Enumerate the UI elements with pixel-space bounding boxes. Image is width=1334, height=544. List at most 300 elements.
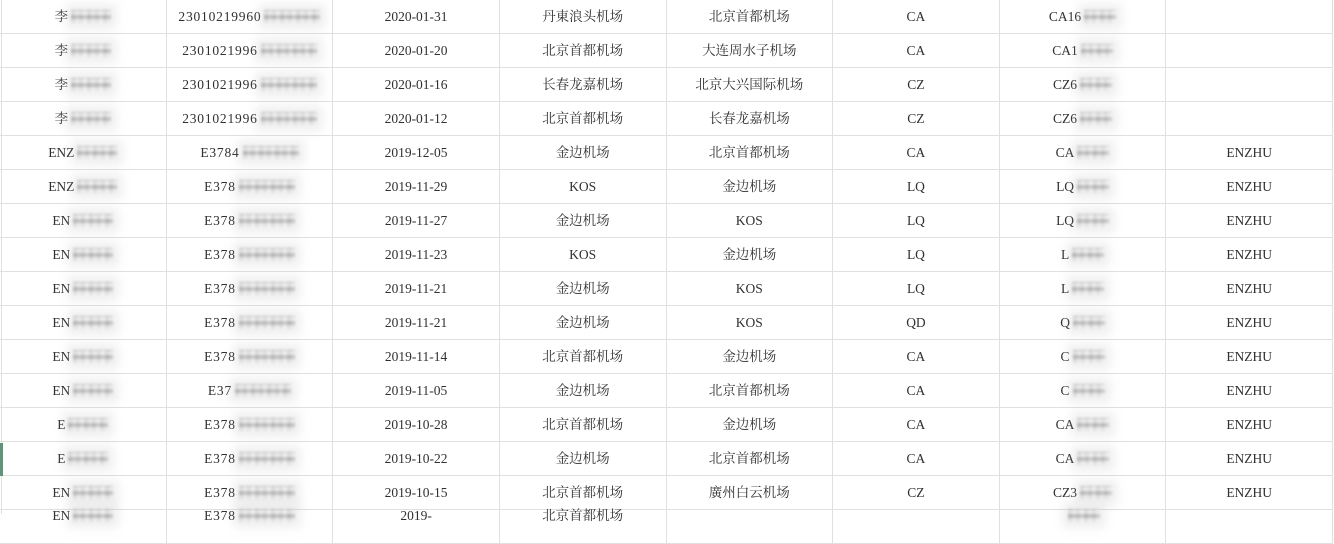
name-pixelation-mask: [71, 112, 111, 125]
id-number-text: E378: [204, 349, 236, 364]
cell-name[interactable]: [0, 442, 167, 475]
cell-flight-date[interactable]: [333, 136, 500, 169]
table-row[interactable]: [0, 306, 1333, 340]
flight-number-pixelation-mask: [1080, 78, 1112, 91]
flight-number-pixelation-mask: [1073, 350, 1105, 363]
airline-code-text: CA: [906, 383, 926, 398]
airline-code-text: LQ: [906, 213, 925, 228]
cell-flight-date[interactable]: [333, 102, 500, 135]
cell-airline-code[interactable]: [833, 442, 1000, 475]
departure-airport-text: 北京首都机场: [542, 417, 624, 432]
name-pixelation-mask: [73, 316, 113, 329]
flight-number-text: CA1: [1052, 43, 1078, 58]
cell-flight-date[interactable]: [333, 204, 500, 237]
arrival-airport-text: 廣州白云机场: [708, 485, 790, 500]
id-pixelation-mask: [239, 316, 295, 329]
departure-airport-text: 北京首都机场: [542, 111, 624, 126]
cell-arrival-airport[interactable]: [667, 476, 834, 509]
cell-departure-airport[interactable]: [500, 136, 667, 169]
cell-member-name[interactable]: [1166, 476, 1333, 509]
departure-airport-text: KOS: [569, 179, 597, 194]
departure-airport-text: 北京首都机场: [542, 349, 624, 364]
airline-code-text: LQ: [906, 179, 925, 194]
id-number-text: E37: [207, 383, 233, 398]
name-text: EN: [52, 315, 71, 330]
departure-airport-text: 金边机场: [555, 281, 610, 296]
table-row[interactable]: [0, 374, 1333, 408]
arrival-airport-text: 金边机场: [722, 179, 777, 194]
id-number-text: E378: [204, 179, 236, 194]
name-text: ENZ: [48, 179, 75, 194]
cell-departure-airport[interactable]: [500, 306, 667, 339]
cell-airline-code[interactable]: [833, 204, 1000, 237]
cell-member-name[interactable]: [1166, 306, 1333, 339]
cell-name[interactable]: [0, 510, 167, 543]
flight-number-text: CA: [1055, 451, 1075, 466]
name-text: 李: [54, 9, 69, 24]
cell-member-name[interactable]: [1166, 340, 1333, 373]
cell-airline-code[interactable]: [833, 0, 1000, 33]
cell-id-number[interactable]: [167, 476, 334, 509]
cell-arrival-airport[interactable]: [667, 408, 834, 441]
name-text: EN: [52, 247, 71, 262]
flight-number-text: LQ: [1056, 179, 1075, 194]
flight-number-pixelation-mask: [1080, 112, 1112, 125]
cell-name[interactable]: [0, 204, 167, 237]
table-row[interactable]: [0, 68, 1333, 102]
id-number-text: E378: [204, 485, 236, 500]
cell-airline-code[interactable]: [833, 340, 1000, 373]
departure-airport-text: KOS: [569, 247, 597, 262]
table-row[interactable]: [0, 476, 1333, 510]
name-pixelation-mask: [71, 44, 111, 57]
cell-airline-code[interactable]: [833, 34, 1000, 67]
cell-flight-number[interactable]: [1000, 340, 1167, 373]
airline-code-text: CZ: [907, 111, 925, 126]
table-left-border: [1, 0, 2, 514]
cell-flight-date[interactable]: [333, 374, 500, 407]
name-text: EN: [52, 349, 71, 364]
flight-number-text: C: [1060, 383, 1070, 398]
departure-airport-text: 北京首都机场: [542, 485, 624, 500]
name-text: E: [57, 417, 66, 432]
name-text: 李: [54, 43, 69, 58]
flight-number-pixelation-mask: [1073, 384, 1105, 397]
flight-date-text: 2019-: [400, 508, 432, 523]
arrival-airport-text: 金边机场: [722, 247, 777, 262]
airline-code-text: QD: [906, 315, 926, 330]
cell-flight-number[interactable]: [1000, 442, 1167, 475]
cell-arrival-airport[interactable]: [667, 170, 834, 203]
cell-departure-airport[interactable]: [500, 170, 667, 203]
table-row[interactable]: [0, 340, 1333, 374]
id-number-text: 2301021996: [182, 43, 258, 58]
member-name-text: ENZHU: [1226, 145, 1273, 160]
id-pixelation-mask: [239, 509, 295, 522]
arrival-airport-text: 长春龙嘉机场: [708, 111, 790, 126]
flight-number-pixelation-mask: [1077, 418, 1109, 431]
airline-code-text: CZ: [907, 77, 925, 92]
cell-member-name[interactable]: [1166, 68, 1333, 101]
cell-flight-date[interactable]: [333, 510, 500, 543]
flight-number-pixelation-mask: [1077, 452, 1109, 465]
cell-id-number[interactable]: [167, 442, 334, 475]
id-pixelation-mask: [239, 418, 295, 431]
table-row[interactable]: [0, 170, 1333, 204]
departure-airport-text: 长春龙嘉机场: [542, 77, 624, 92]
cell-departure-airport[interactable]: [500, 374, 667, 407]
name-pixelation-mask: [77, 146, 117, 159]
flight-date-text: 2019-11-21: [384, 281, 448, 296]
airline-code-text: CA: [906, 451, 926, 466]
flight-date-text: 2019-11-14: [384, 349, 448, 364]
flight-number-text: C: [1060, 349, 1070, 364]
flight-number-pixelation-mask: [1077, 146, 1109, 159]
cell-airline-code[interactable]: [833, 238, 1000, 271]
flight-number-pixelation-mask: [1072, 248, 1104, 261]
id-number-text: E378: [204, 281, 236, 296]
cell-airline-code[interactable]: [833, 136, 1000, 169]
departure-airport-text: 金边机场: [555, 145, 610, 160]
cell-airline-code[interactable]: [833, 510, 1000, 543]
cell-arrival-airport[interactable]: [667, 306, 834, 339]
cell-id-number[interactable]: [167, 204, 334, 237]
cell-flight-date[interactable]: [333, 170, 500, 203]
arrival-airport-text: 金边机场: [722, 349, 777, 364]
name-text: EN: [52, 485, 71, 500]
cell-departure-airport[interactable]: [500, 204, 667, 237]
cell-flight-number[interactable]: [1000, 102, 1167, 135]
cell-flight-date[interactable]: [333, 408, 500, 441]
id-pixelation-mask: [264, 10, 320, 23]
member-name-text: ENZHU: [1226, 281, 1273, 296]
arrival-airport-text: KOS: [735, 315, 763, 330]
cell-flight-date[interactable]: [333, 442, 500, 475]
departure-airport-text: 北京首都机场: [542, 508, 624, 523]
departure-airport-text: 金边机场: [555, 213, 610, 228]
flight-date-text: 2019-10-22: [384, 451, 448, 466]
cell-name[interactable]: [0, 408, 167, 441]
cell-departure-airport[interactable]: [500, 68, 667, 101]
cell-member-name[interactable]: [1166, 170, 1333, 203]
table-row[interactable]: [0, 442, 1333, 476]
flight-date-text: 2019-10-28: [384, 417, 448, 432]
cell-airline-code[interactable]: [833, 306, 1000, 339]
cell-airline-code[interactable]: [833, 102, 1000, 135]
table-row[interactable]: [0, 34, 1333, 68]
cell-id-number[interactable]: [167, 238, 334, 271]
cell-name[interactable]: [0, 34, 167, 67]
flight-number-text: LQ: [1056, 213, 1075, 228]
cell-departure-airport[interactable]: [500, 476, 667, 509]
cell-flight-number[interactable]: [1000, 68, 1167, 101]
cell-id-number[interactable]: [167, 374, 334, 407]
name-pixelation-mask: [73, 282, 113, 295]
flight-date-text: 2019-11-05: [384, 383, 448, 398]
cell-name[interactable]: [0, 238, 167, 271]
cell-airline-code[interactable]: [833, 170, 1000, 203]
departure-airport-text: 金边机场: [555, 315, 610, 330]
flight-date-text: 2019-12-05: [384, 145, 448, 160]
name-text: EN: [52, 383, 71, 398]
cell-departure-airport[interactable]: [500, 34, 667, 67]
table-row[interactable]: [0, 238, 1333, 272]
flight-number-pixelation-mask: [1077, 180, 1109, 193]
cell-flight-number[interactable]: [1000, 306, 1167, 339]
flight-number-pixelation-mask: [1081, 44, 1113, 57]
cell-member-name[interactable]: [1166, 34, 1333, 67]
flight-number-text: CZ6: [1053, 111, 1078, 126]
name-pixelation-mask: [71, 10, 111, 23]
cell-id-number[interactable]: [167, 510, 334, 543]
cell-name[interactable]: [0, 306, 167, 339]
cell-member-name[interactable]: [1166, 204, 1333, 237]
table-row[interactable]: [0, 0, 1333, 34]
id-pixelation-mask: [239, 452, 295, 465]
cell-flight-date[interactable]: [333, 68, 500, 101]
member-name-text: ENZHU: [1226, 213, 1273, 228]
airline-code-text: CA: [906, 349, 926, 364]
cell-flight-number[interactable]: [1000, 136, 1167, 169]
name-text: 李: [54, 111, 69, 126]
id-pixelation-mask: [239, 486, 295, 499]
departure-airport-text: 金边机场: [555, 451, 610, 466]
cell-flight-date[interactable]: [333, 0, 500, 33]
airline-code-text: CA: [906, 43, 926, 58]
name-pixelation-mask: [73, 384, 113, 397]
name-pixelation-mask: [73, 214, 113, 227]
cell-flight-number[interactable]: [1000, 408, 1167, 441]
cell-name[interactable]: [0, 68, 167, 101]
cell-flight-number[interactable]: [1000, 476, 1167, 509]
flight-date-text: 2020-01-20: [384, 43, 448, 58]
cell-id-number[interactable]: [167, 272, 334, 305]
member-name-text: ENZHU: [1226, 451, 1273, 466]
name-pixelation-mask: [77, 180, 117, 193]
cell-arrival-airport[interactable]: [667, 510, 834, 543]
flight-date-text: 2020-01-16: [384, 77, 448, 92]
selected-row-marker: [0, 443, 3, 476]
name-text: EN: [52, 281, 71, 296]
cell-departure-airport[interactable]: [500, 272, 667, 305]
cell-flight-date[interactable]: [333, 476, 500, 509]
cell-flight-number[interactable]: [1000, 238, 1167, 271]
departure-airport-text: 丹東浪头机场: [542, 9, 624, 24]
flight-number-text: Q: [1060, 315, 1070, 330]
name-text: ENZ: [48, 145, 75, 160]
flight-number-pixelation-mask: [1084, 10, 1116, 23]
airline-code-text: CA: [906, 9, 926, 24]
name-pixelation-mask: [68, 452, 108, 465]
id-number-text: 2301021996: [182, 111, 258, 126]
cell-arrival-airport[interactable]: [667, 68, 834, 101]
flight-number-pixelation-mask: [1068, 509, 1100, 522]
member-name-text: ENZHU: [1226, 315, 1273, 330]
cell-departure-airport[interactable]: [500, 510, 667, 543]
cell-name[interactable]: [0, 272, 167, 305]
id-number-text: E378: [204, 508, 236, 523]
cell-id-number[interactable]: [167, 408, 334, 441]
cell-flight-number[interactable]: [1000, 204, 1167, 237]
id-pixelation-mask: [239, 282, 295, 295]
cell-member-name[interactable]: [1166, 238, 1333, 271]
cell-id-number[interactable]: [167, 102, 334, 135]
cell-id-number[interactable]: [167, 306, 334, 339]
cell-flight-number[interactable]: [1000, 34, 1167, 67]
cell-member-name[interactable]: [1166, 442, 1333, 475]
member-name-text: ENZHU: [1226, 349, 1273, 364]
cell-name[interactable]: [0, 136, 167, 169]
name-text: E: [57, 451, 66, 466]
cell-arrival-airport[interactable]: [667, 374, 834, 407]
id-number-text: E378: [204, 315, 236, 330]
cell-departure-airport[interactable]: [500, 238, 667, 271]
cell-flight-date[interactable]: [333, 306, 500, 339]
table-row[interactable]: [0, 136, 1333, 170]
flight-number-text: CA: [1055, 417, 1075, 432]
cell-departure-airport[interactable]: [500, 102, 667, 135]
table-row[interactable]: [0, 510, 1333, 544]
arrival-airport-text: KOS: [735, 281, 763, 296]
member-name-text: ENZHU: [1226, 383, 1273, 398]
cell-member-name[interactable]: [1166, 136, 1333, 169]
table-row[interactable]: [0, 102, 1333, 136]
id-number-text: E378: [204, 247, 236, 262]
cell-id-number[interactable]: [167, 340, 334, 373]
flight-date-text: 2019-11-23: [384, 247, 448, 262]
cell-name[interactable]: [0, 170, 167, 203]
flight-number-pixelation-mask: [1072, 282, 1104, 295]
airline-code-text: LQ: [906, 281, 925, 296]
name-text: EN: [52, 213, 71, 228]
cell-id-number[interactable]: [167, 170, 334, 203]
cell-arrival-airport[interactable]: [667, 272, 834, 305]
flight-date-text: 2019-10-15: [384, 485, 448, 500]
cell-name[interactable]: [0, 0, 167, 33]
cell-name[interactable]: [0, 102, 167, 135]
name-pixelation-mask: [73, 248, 113, 261]
member-name-text: ENZHU: [1226, 179, 1273, 194]
arrival-airport-text: 北京大兴国际机场: [695, 77, 804, 92]
cell-id-number[interactable]: [167, 136, 334, 169]
arrival-airport-text: 北京首都机场: [708, 451, 790, 466]
arrival-airport-text: 大连周水子机场: [702, 43, 797, 58]
cell-flight-number[interactable]: [1000, 170, 1167, 203]
name-text: EN: [52, 508, 71, 523]
id-number-text: 23010219960: [178, 9, 262, 24]
table-row[interactable]: [0, 204, 1333, 238]
flight-number-text: CA16: [1048, 9, 1082, 24]
cell-name[interactable]: [0, 340, 167, 373]
cell-flight-number[interactable]: [1000, 374, 1167, 407]
cell-flight-date[interactable]: [333, 34, 500, 67]
cell-departure-airport[interactable]: [500, 0, 667, 33]
airline-code-text: CA: [906, 145, 926, 160]
cell-airline-code[interactable]: [833, 408, 1000, 441]
flight-date-text: 2020-01-31: [384, 9, 448, 24]
cell-member-name[interactable]: [1166, 510, 1333, 543]
departure-airport-text: 金边机场: [555, 383, 610, 398]
cell-airline-code[interactable]: [833, 272, 1000, 305]
table-row[interactable]: [0, 272, 1333, 306]
member-name-text: ENZHU: [1226, 247, 1273, 262]
id-pixelation-mask: [239, 248, 295, 261]
id-pixelation-mask: [261, 112, 317, 125]
id-number-text: E378: [204, 451, 236, 466]
id-pixelation-mask: [239, 350, 295, 363]
cell-flight-number[interactable]: [1000, 0, 1167, 33]
id-number-text: 2301021996: [182, 77, 258, 92]
cell-member-name[interactable]: [1166, 408, 1333, 441]
airline-code-text: CA: [906, 417, 926, 432]
id-pixelation-mask: [239, 180, 295, 193]
cell-arrival-airport[interactable]: [667, 340, 834, 373]
id-pixelation-mask: [261, 78, 317, 91]
cell-id-number[interactable]: [167, 0, 334, 33]
cell-arrival-airport[interactable]: [667, 238, 834, 271]
cell-arrival-airport[interactable]: [667, 442, 834, 475]
member-name-text: ENZHU: [1226, 485, 1273, 500]
flight-date-text: 2019-11-29: [384, 179, 448, 194]
cell-member-name[interactable]: [1166, 374, 1333, 407]
cell-arrival-airport[interactable]: [667, 136, 834, 169]
cell-arrival-airport[interactable]: [667, 34, 834, 67]
cell-arrival-airport[interactable]: [667, 0, 834, 33]
id-number-text: E3784: [200, 145, 240, 160]
flight-number-pixelation-mask: [1077, 214, 1109, 227]
cell-departure-airport[interactable]: [500, 408, 667, 441]
member-name-text: ENZHU: [1226, 417, 1273, 432]
cell-flight-date[interactable]: [333, 238, 500, 271]
cell-airline-code[interactable]: [833, 68, 1000, 101]
cell-airline-code[interactable]: [833, 476, 1000, 509]
arrival-airport-text: 北京首都机场: [708, 9, 790, 24]
cell-member-name[interactable]: [1166, 102, 1333, 135]
cell-id-number[interactable]: [167, 68, 334, 101]
id-number-text: E378: [204, 417, 236, 432]
cell-flight-date[interactable]: [333, 272, 500, 305]
name-pixelation-mask: [73, 509, 113, 522]
cell-name[interactable]: [0, 374, 167, 407]
cell-departure-airport[interactable]: [500, 340, 667, 373]
flight-number-text: CA: [1055, 145, 1075, 160]
flight-number-text: L: [1060, 247, 1070, 262]
cell-member-name[interactable]: [1166, 272, 1333, 305]
airline-code-text: CZ: [907, 485, 925, 500]
flight-number-pixelation-mask: [1080, 486, 1112, 499]
cell-arrival-airport[interactable]: [667, 102, 834, 135]
cell-name[interactable]: [0, 476, 167, 509]
arrival-airport-text: 金边机场: [722, 417, 777, 432]
table-row[interactable]: [0, 408, 1333, 442]
arrival-airport-text: KOS: [735, 213, 763, 228]
cell-flight-number[interactable]: [1000, 272, 1167, 305]
name-pixelation-mask: [68, 418, 108, 431]
cell-member-name[interactable]: [1166, 0, 1333, 33]
cell-airline-code[interactable]: [833, 374, 1000, 407]
cell-id-number[interactable]: [167, 34, 334, 67]
cell-flight-number[interactable]: [1000, 510, 1167, 543]
arrival-airport-text: 北京首都机场: [708, 383, 790, 398]
flight-number-pixelation-mask: [1073, 316, 1105, 329]
id-pixelation-mask: [243, 146, 299, 159]
cell-departure-airport[interactable]: [500, 442, 667, 475]
id-pixelation-mask: [239, 214, 295, 227]
id-pixelation-mask: [235, 384, 291, 397]
cell-arrival-airport[interactable]: [667, 204, 834, 237]
id-number-text: E378: [204, 213, 236, 228]
cell-flight-date[interactable]: [333, 340, 500, 373]
